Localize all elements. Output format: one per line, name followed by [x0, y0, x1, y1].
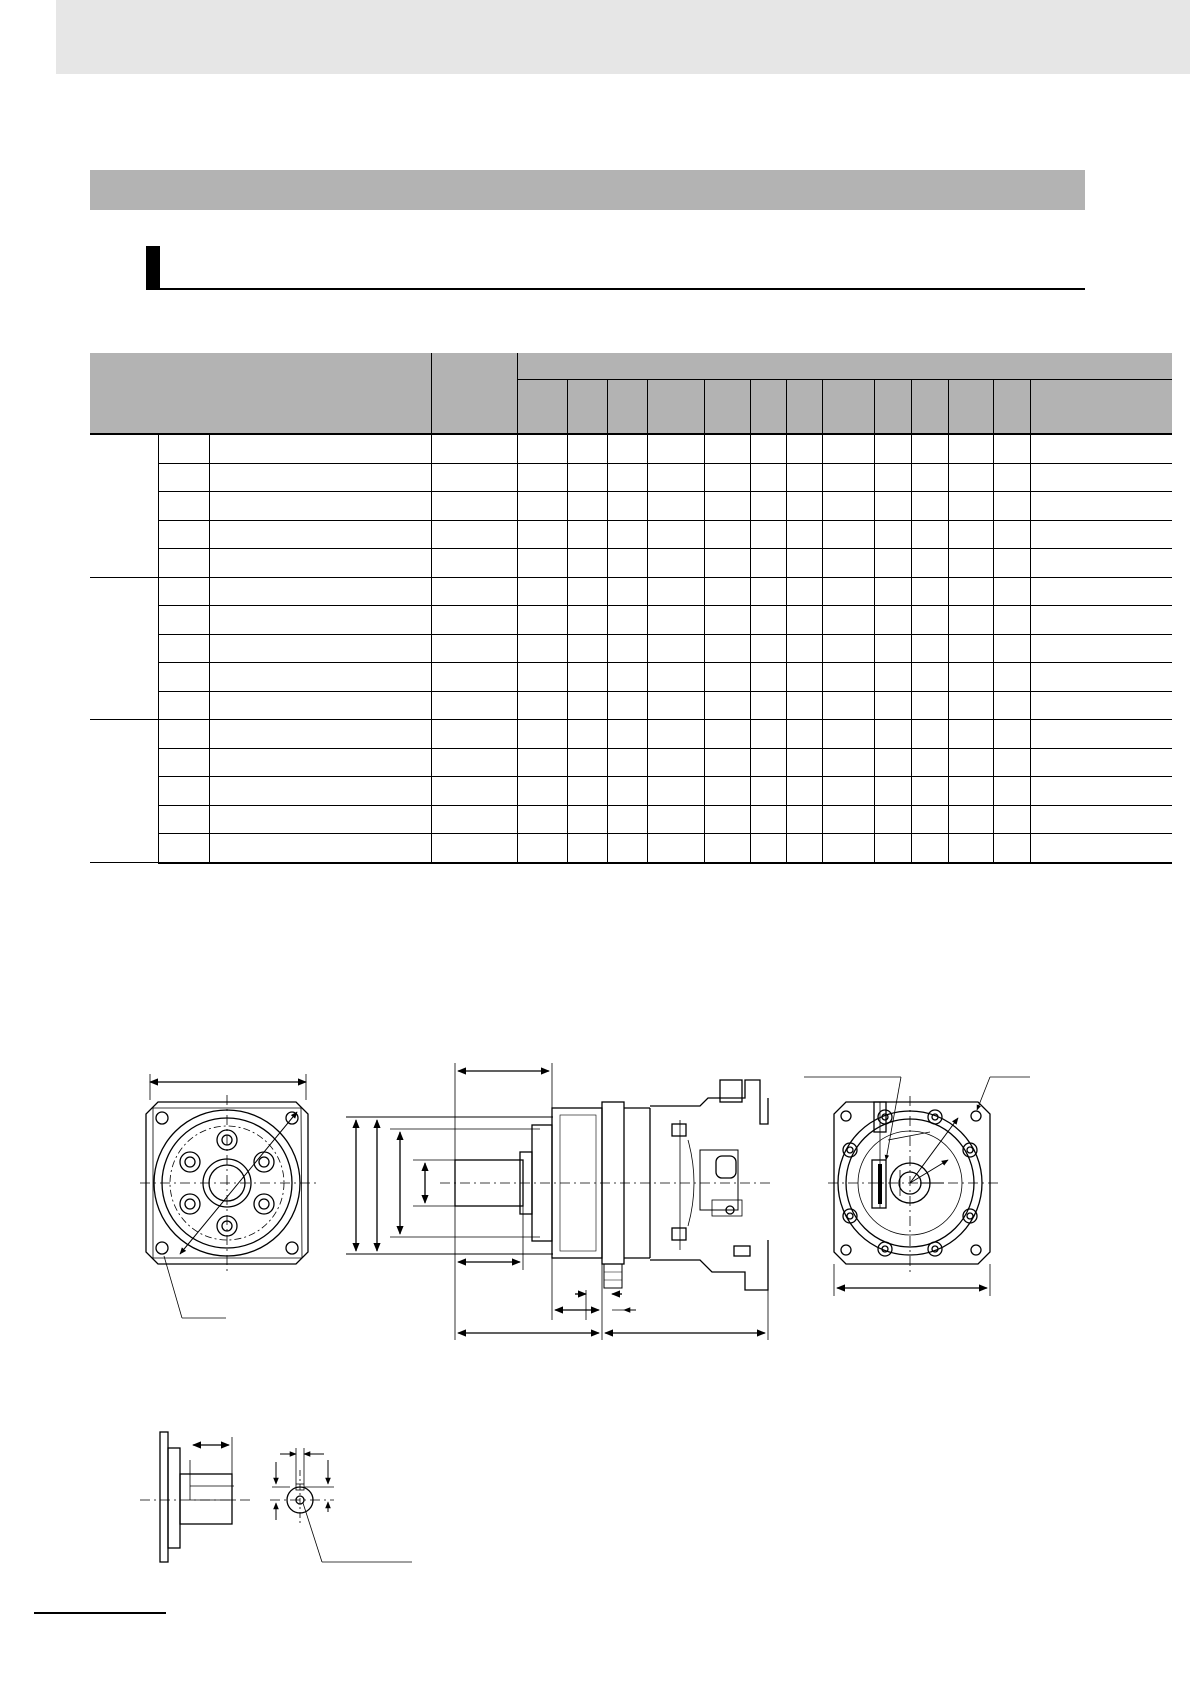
footer-rule [34, 1612, 166, 1614]
motor-end-view [804, 1077, 1030, 1296]
shaft-detail [140, 1432, 412, 1562]
side-view [346, 1063, 770, 1340]
flange-view [140, 1074, 318, 1318]
